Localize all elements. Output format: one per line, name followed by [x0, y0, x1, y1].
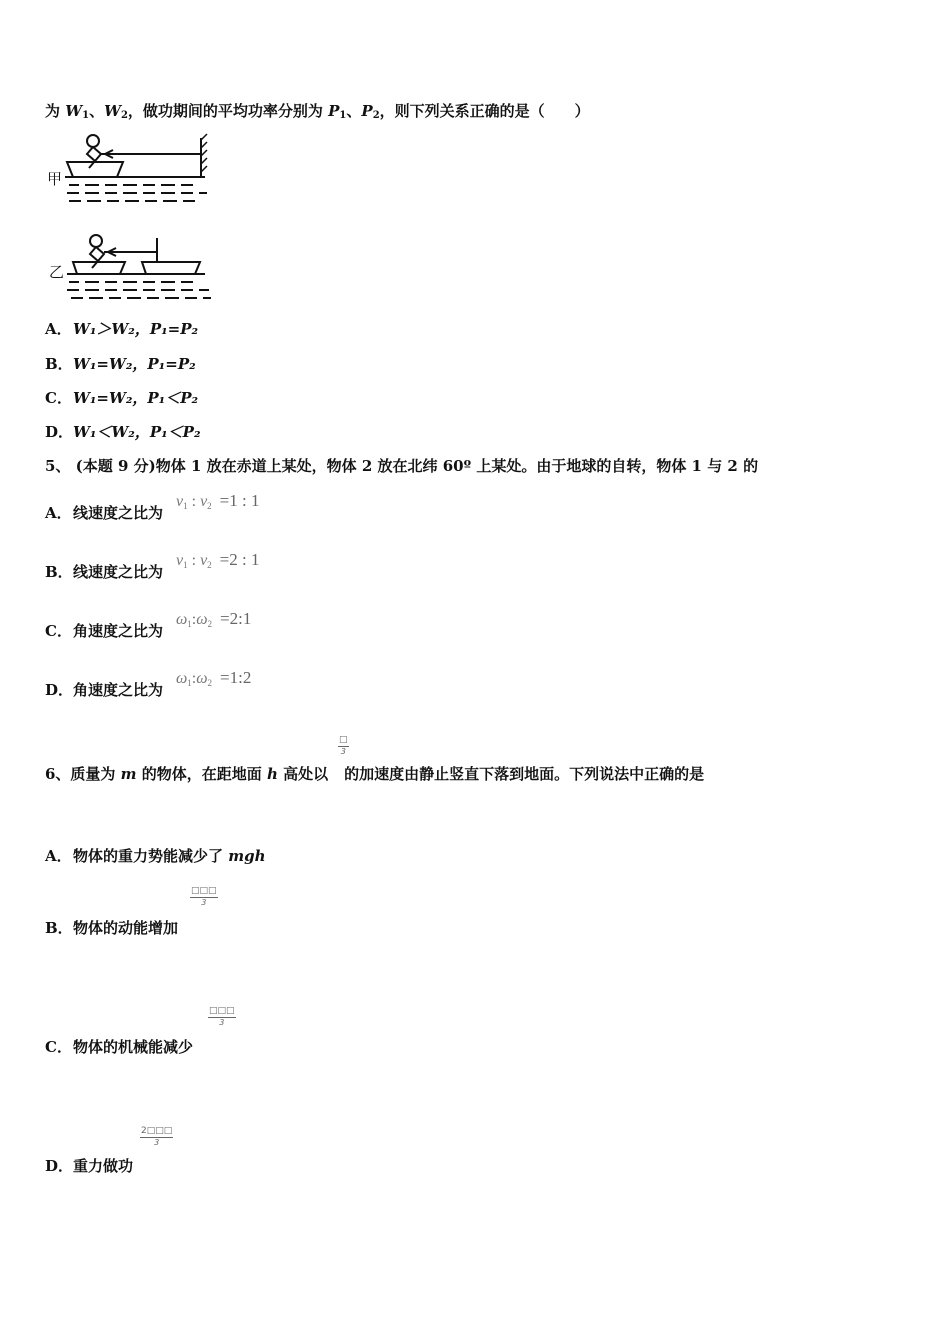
water-waves	[67, 185, 207, 201]
boat	[67, 162, 123, 177]
figure-label-yi: 乙	[49, 263, 65, 281]
q5-option-a-formula: $v_1$ : $v_2 =1$ : 1	[176, 491, 260, 511]
q5-option-d-formula: $\omega_1:\omega_2$ =1:2	[176, 668, 252, 688]
q4-option-a: A．W₁＞W₂，P₁=P₂	[45, 320, 199, 338]
q6-option-a: A．物体的重力势能减少了 mgh	[45, 847, 266, 865]
question6-stem: 6、质量为 m 的物体，在距地面 h 高处以 的加速度由静止竖直下落到地面。下列说法中正确的是	[45, 765, 705, 783]
q4-option-c: C．W₁=W₂，P₁＜P₂	[45, 389, 199, 407]
q5-option-b-formula: $v_1$ : $v_2 =2$ : 1	[176, 550, 260, 570]
q5-option-c-formula: $\omega_1:\omega_2$ =2:1	[176, 609, 252, 629]
q6-option-b: B．物体的动能增加	[45, 919, 179, 937]
question4-stem: 为 $W_1$、$W_2$，做功期间的平均功率分别为 $P_1$、$P_2$，则下列关系正确的是（ ）	[45, 102, 590, 121]
figure-jia	[45, 132, 215, 207]
accel-fraction: □ 3	[339, 735, 348, 756]
q6-option-c-fraction: □□□ 3	[209, 1006, 235, 1027]
q5-option-d: D．角速度之比为	[45, 681, 164, 699]
q6-option-c: C．物体的机械能减少	[45, 1038, 194, 1056]
q6-option-b-fraction: □□□ 3	[191, 886, 217, 907]
q5-option-b: B．线速度之比为	[45, 563, 164, 581]
question5-stem: 5、 (本题 9 分)物体 1 放在赤道上某处，物体 2 放在北纬 60º 上某处。由于地球的自转，物体 1 与 2 的	[45, 457, 759, 475]
person-figure	[90, 235, 104, 268]
q6-option-d: D．重力做功	[45, 1157, 134, 1175]
person-figure	[87, 135, 101, 168]
q5-option-c: C．角速度之比为	[45, 622, 164, 640]
q4-option-d: D．W₁＜W₂，P₁＜P₂	[45, 423, 201, 441]
boat-left	[73, 262, 125, 274]
figure-label-jia: 甲	[47, 170, 63, 188]
figure-yi	[45, 232, 220, 304]
q5-option-a: A．线速度之比为	[45, 504, 164, 522]
water-waves	[67, 282, 211, 298]
q6-option-d-fraction: $\frac{2□□□}{3}$	[141, 1126, 173, 1147]
boat-right	[142, 262, 200, 274]
q4-option-b: B．W₁=W₂，P₁=P₂	[45, 355, 196, 373]
